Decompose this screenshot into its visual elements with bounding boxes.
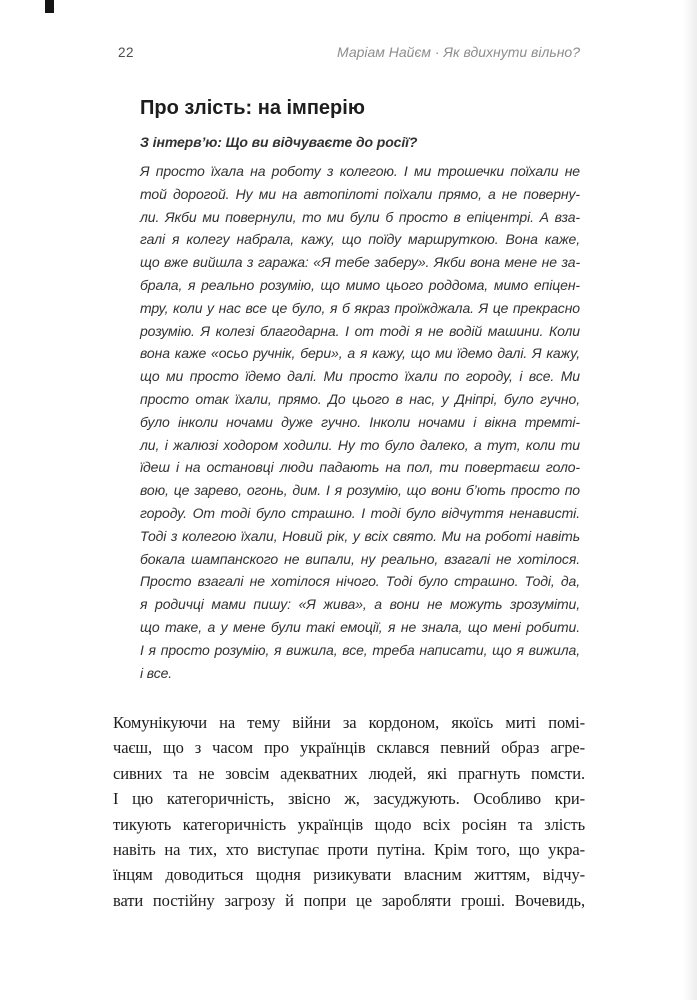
interview-answer-line: розумію. Я колезі благодарна. І от тоді я не водій машини. Коли — [140, 322, 580, 339]
body-paragraph-line: чаєш, що з часом про українців склався певний образ агре- — [113, 738, 585, 758]
interview-answer-line: тру, коли у нас все це було, я б якраз проїжджала. Я це прекрасно — [140, 299, 580, 316]
interview-answer-line: городу. От тоді було страшно. І тоді було відчуття ненависті. — [140, 504, 580, 521]
chapter-title: Про злість: на імперію — [140, 97, 365, 120]
page-edge-shadow — [683, 0, 697, 1000]
interview-answer-line: було інколи ночами дуже гучно. Інколи ночами і вікна тремті- — [140, 413, 580, 430]
crop-mark — [45, 0, 54, 13]
interview-answer-line: що вже вийшла з гаража: «Я тебе заберу». Якби вона мене не за- — [140, 254, 580, 271]
interview-answer-line: Просто взагалі не хотілося нічого. Тоді було страшно. Тоді, да, — [140, 573, 580, 590]
interview-answer-line: ли. Якби ми повернули, то ми були б просто в епіцентрі. А вза- — [140, 208, 580, 225]
body-paragraph-line: тикують категоричність українців щодо всіх росіян та злість — [113, 814, 585, 834]
interview-answer-line: той дорогой. Ну ми на автопілоті поїхали прямо, а не поверну- — [140, 185, 580, 202]
body-paragraph-line: І цю категоричність, звісно ж, засуджують. Особливо кри- — [113, 789, 585, 809]
interview-answer-line: просто отак їхали, прямо. До цього в нас, у Дніпрі, було гучно, — [140, 390, 580, 407]
interview-answer-line: я родичці мами пишу: «Я жива», а вони не можуть зрозуміти, — [140, 596, 580, 613]
interview-answer-line: і все. — [140, 664, 173, 681]
interview-question: З інтерв’ю: Що ви відчуваєте до росії? — [140, 134, 418, 150]
body-paragraph-line: їнцям доводиться щодня ризикувати власним життям, відчу- — [113, 865, 585, 885]
interview-answer-line: І я просто розумію, я вижила, все, треба написати, що я вижила, — [140, 641, 580, 658]
interview-answer-line: ли, і жалюзі ходором ходили. Ну то було далеко, а тут, коли ти — [140, 436, 580, 453]
body-paragraph-line: Комунікуючи на тему війни за кордоном, якоїсь миті помі- — [113, 713, 585, 732]
interview-answer-line: їдеш і на остановці люди падають на пол, ти повертаєш голо- — [140, 459, 580, 476]
body-paragraph-line: навіть на тих, хто виступає проти путіна. Крім того, що укра- — [113, 840, 585, 860]
interview-answer-line: що таке, а у мене були такі емоції, я не знала, що мені робити. — [140, 618, 580, 635]
body-paragraph — [113, 710, 585, 913]
interview-answer-line: галі я колегу набрала, кажу, що поїду маршруткою. Вона каже, — [140, 231, 580, 248]
interview-answer-line: вона каже «осьо ручнік, бери», а я кажу, що ми їдемо далі. Я кажу, — [140, 345, 580, 362]
page-header — [118, 44, 580, 60]
page-number: 22 — [118, 45, 135, 60]
interview-block — [140, 131, 580, 684]
interview-answer-line: Тоді з колегою їхали, Новий рік, у всіх свято. Ми на роботі навіть — [140, 527, 580, 544]
running-header: Маріам Найєм · Як вдихнути вільно? — [337, 44, 580, 60]
interview-answer-line: бокала шампанского не випали, ну реально, взагалі не хотілося. — [140, 550, 580, 567]
interview-answer-line: вою, це зарево, огонь, дим. І я розумію, що вони б’ють просто по — [140, 482, 580, 499]
interview-answer-line: брала, я реально розумію, що мимо цього роддома, мимо епіцен- — [140, 276, 580, 293]
interview-answer-line: Я просто їхала на роботу з колегою. І ми трошечки поїхали не — [140, 163, 580, 179]
interview-answer — [140, 160, 580, 684]
interview-answer-line: що ми просто їдемо далі. Ми просто їхали по городу, і все. Ми — [140, 368, 580, 385]
body-paragraph-line: вати постійну загрозу й попри це заробляти гроші. Вочевидь, — [113, 890, 585, 910]
body-paragraph-line: сивних та не зовсім адекватних людей, які прагнуть помсти. — [113, 763, 585, 783]
